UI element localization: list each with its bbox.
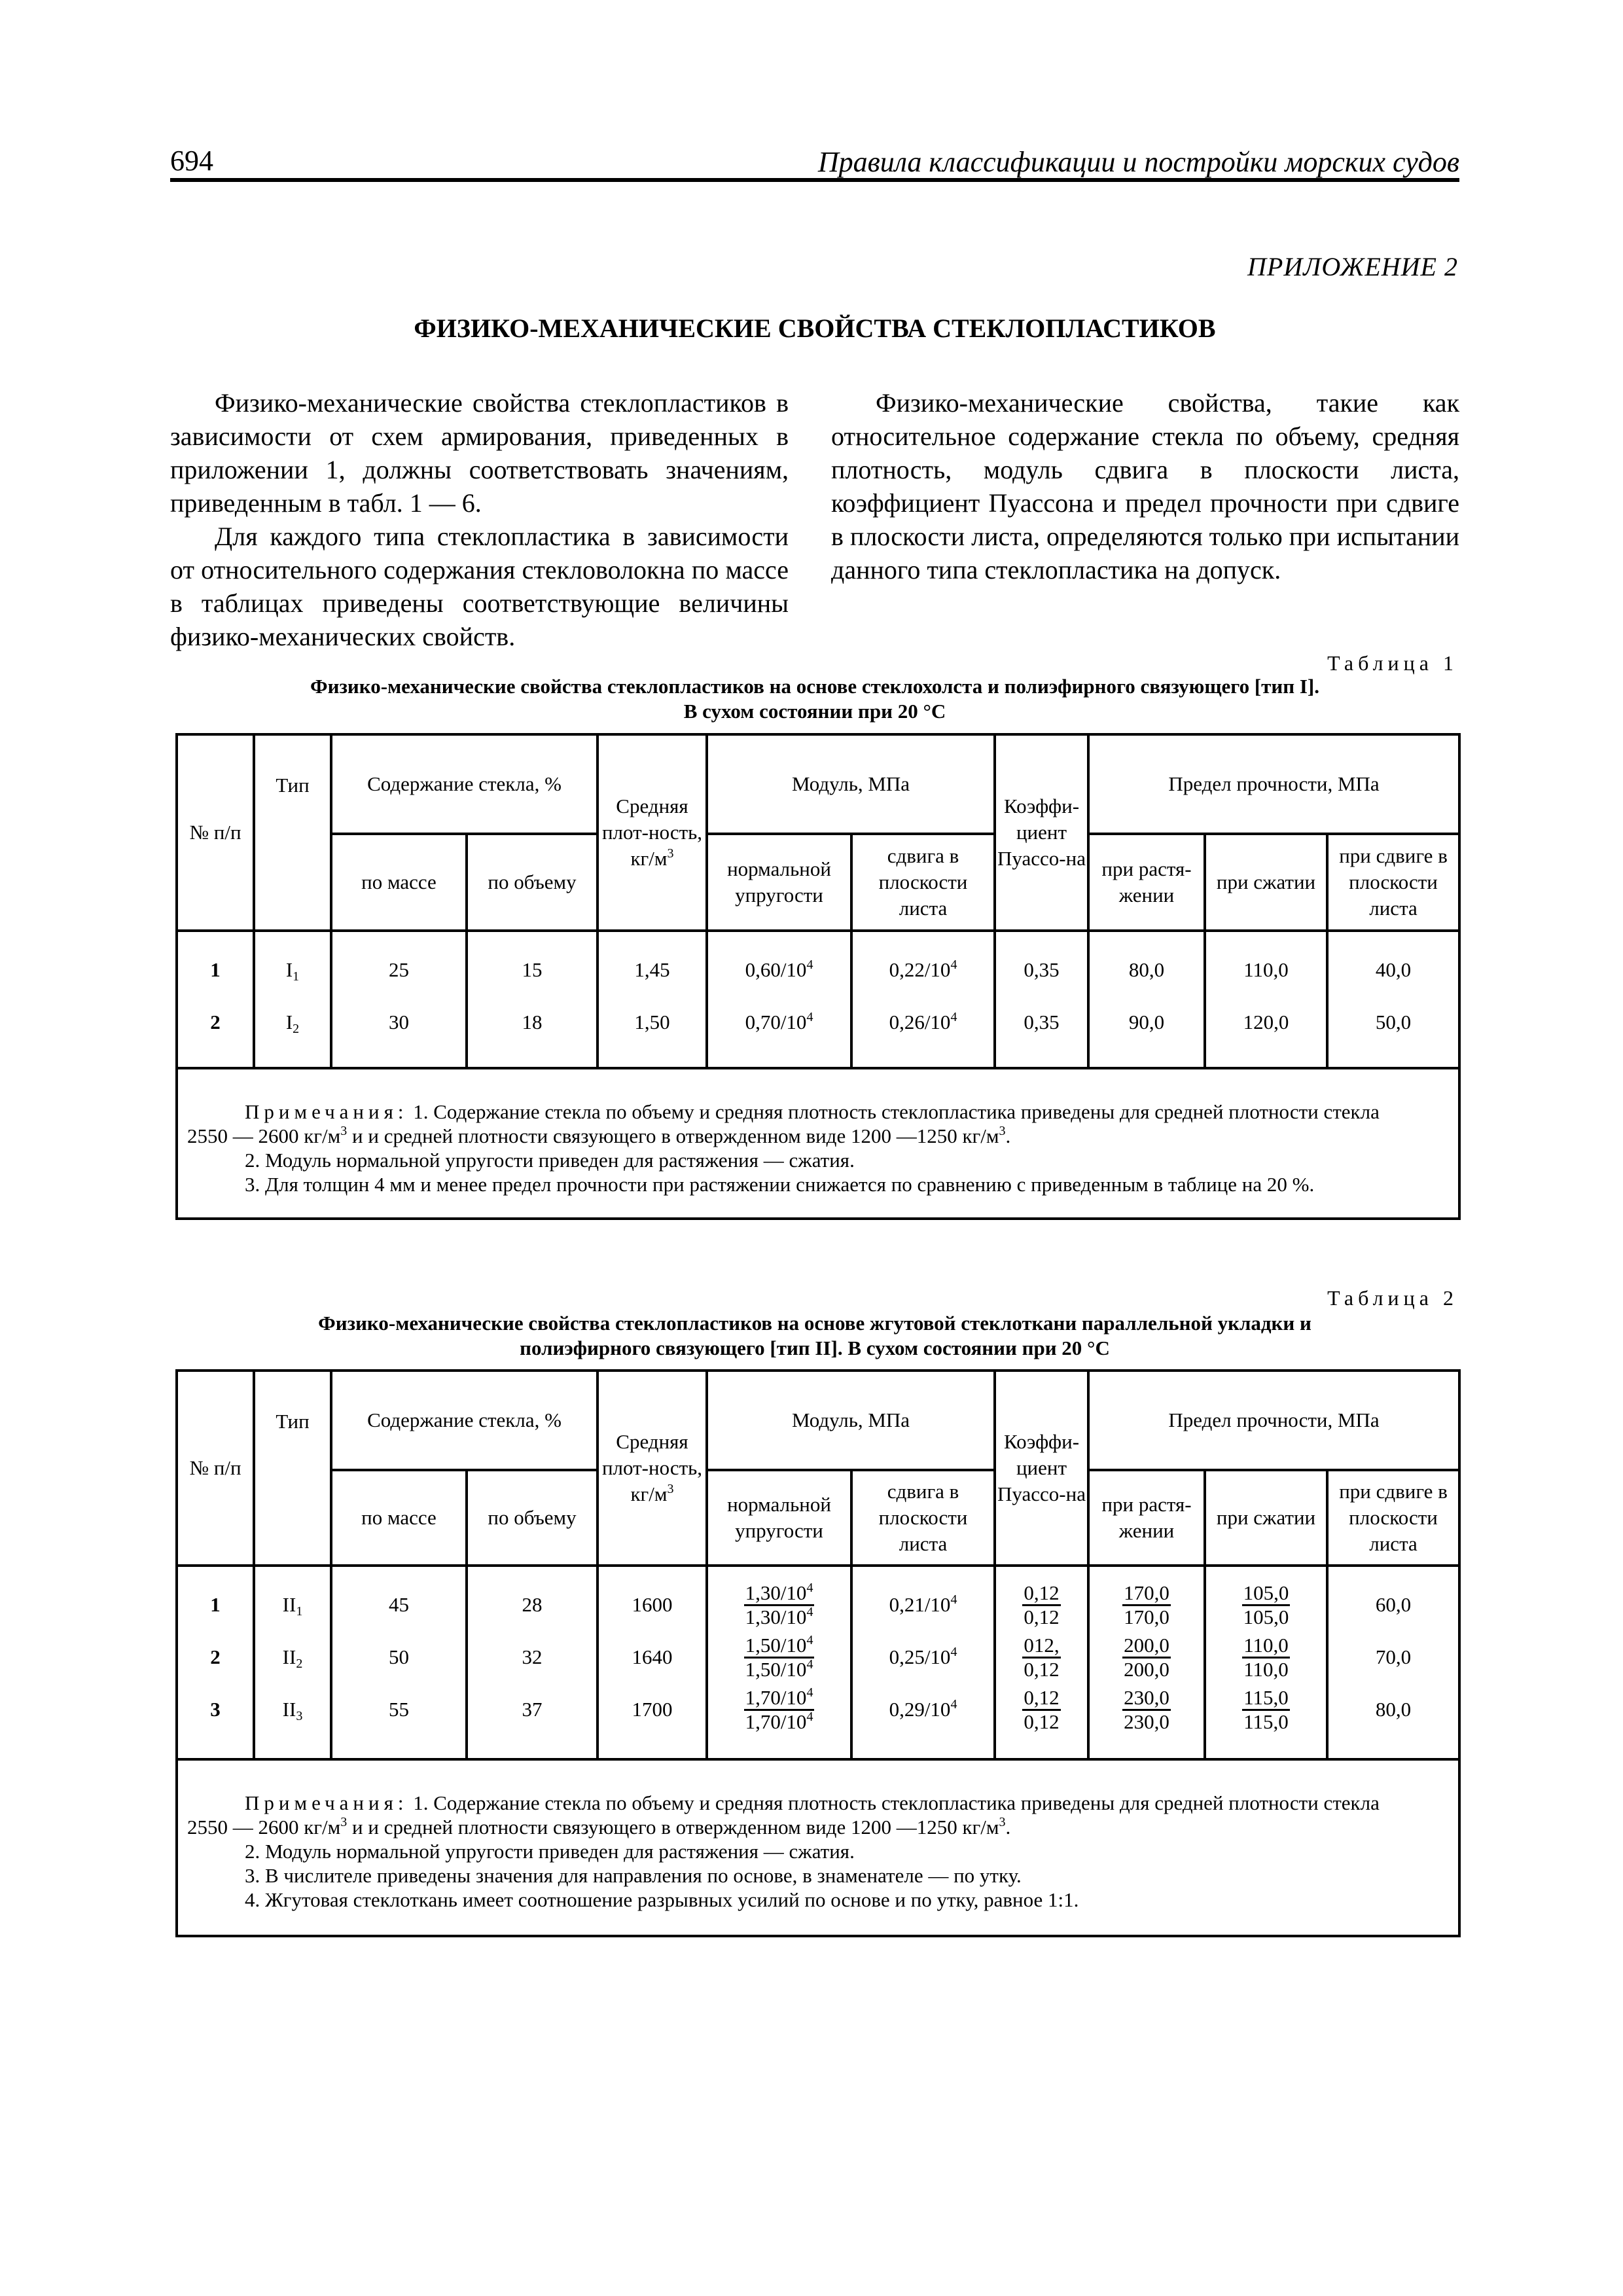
cell (708, 1631, 850, 1683)
header-by-volume: по объему (467, 834, 597, 931)
document-title: ФИЗИКО-МЕХАНИЧЕСКИЕ СВОЙСТВА СТЕКЛОПЛАСТИКОВ (414, 314, 1216, 343)
notes-word: Примечания: (245, 1100, 408, 1123)
cell: 3 (210, 1698, 221, 1721)
cell-value: 1,30/10 (745, 1581, 807, 1604)
col-shear-modulus (851, 931, 995, 1068)
cell: 45 (389, 1593, 409, 1616)
header-by-volume: по объему (467, 1470, 597, 1566)
cell-sub: 3 (296, 1709, 303, 1723)
cell: 50,0 (1375, 1011, 1412, 1033)
header-density-label: Средняя плот-ность, (601, 795, 703, 844)
col-density (597, 1566, 707, 1759)
col-elastic (707, 1566, 851, 1759)
cell: 70,0 (1375, 1645, 1412, 1668)
fraction-numerator: 200,0 (1122, 1634, 1171, 1659)
col-mass (331, 1566, 467, 1759)
cell-value: 0,21/10 (889, 1593, 951, 1616)
header-poisson: Коэффи-циент Пуассо-на (995, 734, 1088, 931)
fraction (744, 1687, 815, 1733)
cell: 40,0 (1375, 958, 1412, 981)
fraction-numerator: 012, (1022, 1634, 1060, 1659)
running-title: Правила классификации и постройки морских судов (817, 146, 1459, 178)
cell-exp: 4 (806, 1685, 813, 1700)
cell: 0,35 (1024, 958, 1060, 981)
fraction-numerator: 105,0 (1242, 1582, 1291, 1606)
note-line: 4. Жгутовая стеклоткань имеет соотношение разрывных усилий по основе и по утку, равное 1:1. (245, 1888, 1079, 1911)
cell (853, 1631, 993, 1683)
cell: 37 (522, 1698, 543, 1721)
cell-exp: 4 (950, 958, 957, 972)
cell-exp: 4 (950, 1010, 957, 1024)
header-modulus: Модуль, МПа (707, 734, 995, 834)
col-shear-strength (1327, 931, 1459, 1068)
cell-exp: 4 (950, 1645, 957, 1659)
note-text: 1. Содержание стекла по объему и средняя плотность стеклопластика приведены для средней плотности стекла (413, 1100, 1380, 1123)
intro-paragraph: Физико-механические свойства стеклопластиков в зависимости от схем армирования, приведенных в приложении 1, должны соответствовать значениям, приведенным в табл. 1 — 6. (170, 388, 789, 518)
cell (1090, 1631, 1204, 1683)
table2-body (177, 1566, 1459, 1759)
cell-value: 1,50/10 (745, 1633, 807, 1657)
cell-exp: 4 (806, 1580, 813, 1595)
note-line: 3. Для толщин 4 мм и менее предел прочности при растяжении снижается по сравнению с приведенным в таблице на 20 %. (245, 1173, 1315, 1196)
cell-type: II (282, 1698, 296, 1721)
col-type (254, 931, 331, 1068)
intro-left-column (170, 386, 789, 653)
table1-notes (177, 1068, 1459, 1219)
cell-exp: 4 (806, 1010, 813, 1024)
cell: 15 (522, 958, 543, 981)
fraction (744, 1634, 815, 1681)
note-text: . (1005, 1124, 1011, 1147)
col-poisson (995, 931, 1088, 1068)
cell (255, 944, 330, 996)
cell: 25 (389, 958, 409, 981)
cell: 2 (210, 1011, 221, 1033)
note-exp: 3 (999, 1815, 1006, 1829)
col-tension (1088, 931, 1205, 1068)
cell-value: 0,25/10 (889, 1645, 951, 1668)
cell-type: I (285, 958, 293, 981)
cell (1090, 1683, 1204, 1736)
note-line: 2. Модуль нормальной упругости приведен для растяжения — сжатия. (245, 1840, 855, 1863)
header-density-exp: 3 (667, 846, 674, 861)
cell (853, 1683, 993, 1736)
fraction-numerator: 230,0 (1122, 1687, 1171, 1711)
cell-exp: 4 (950, 1592, 957, 1607)
header-tension: при растя-жении (1088, 1470, 1205, 1566)
fraction (1022, 1582, 1060, 1628)
note-line (187, 1124, 1449, 1148)
cell-value: 0,60/10 (745, 958, 807, 981)
col-volume (467, 1566, 597, 1759)
cell: 32 (522, 1645, 543, 1668)
note-text: . (1005, 1816, 1011, 1839)
fraction (1122, 1634, 1171, 1681)
cell: 1600 (632, 1593, 673, 1616)
fraction (1022, 1687, 1060, 1733)
col-elastic (707, 931, 851, 1068)
cell-exp: 4 (950, 1697, 957, 1712)
table1-caption (170, 674, 1459, 724)
notes-word: Примечания: (245, 1791, 408, 1814)
header-elastic: нормальной упругости (707, 834, 851, 931)
cell: 80,0 (1128, 958, 1165, 981)
cell: 80,0 (1375, 1698, 1412, 1721)
note-line (187, 1815, 1449, 1839)
header-glass-content: Содержание стекла, % (331, 734, 597, 834)
header-shear-strength: при сдвиге в плоскости листа (1327, 834, 1459, 931)
header-poisson: Коэффи-циент Пуассо-на (995, 1371, 1088, 1566)
cell-sub: 1 (293, 969, 300, 984)
note-text: 2550 — 2600 кг/м (187, 1816, 341, 1839)
header-shear-modulus: сдвига в плоскости листа (851, 834, 995, 931)
col-tension (1088, 1566, 1205, 1759)
note-exp: 3 (340, 1815, 348, 1829)
cell (1206, 1683, 1326, 1736)
fraction-denominator: 200,0 (1124, 1657, 1169, 1681)
col-shear-strength (1327, 1566, 1459, 1759)
header-density-label: Средняя плот-ность, (601, 1430, 703, 1479)
fraction (1122, 1582, 1171, 1628)
cell-sub: 1 (296, 1604, 303, 1619)
cell (853, 1579, 993, 1631)
header-by-mass: по массе (331, 834, 467, 931)
cell (853, 944, 993, 996)
table1 (175, 733, 1461, 1220)
cell: 120,0 (1243, 1011, 1289, 1033)
cell (1206, 1631, 1326, 1683)
fraction-numerator: 0,12 (1022, 1582, 1060, 1606)
note-text: 2550 — 2600 кг/м (187, 1124, 341, 1147)
col-num (177, 1566, 254, 1759)
cell: 1 (210, 958, 221, 981)
col-poisson (995, 1566, 1088, 1759)
fraction-denominator: 110,0 (1243, 1657, 1289, 1681)
header-strength: Предел прочности, МПа (1088, 734, 1459, 834)
cell-value: 0,26/10 (889, 1011, 951, 1033)
cell-exp: 4 (806, 958, 813, 972)
cell-exp: 4 (806, 1632, 813, 1647)
table2-notes (177, 1759, 1459, 1936)
cell (996, 1631, 1087, 1683)
intro-paragraph: Для каждого типа стеклопластика в зависимости от относительного содержания стекловолокна по массе в таблицах приведены соответствующие величины физико-механических свойств. (170, 522, 789, 651)
cell (255, 1631, 330, 1683)
header-shear-strength: при сдвиге в плоскости листа (1327, 1470, 1459, 1566)
cell-value: 1,30/10 (745, 1605, 807, 1628)
fraction-denominator (744, 1606, 815, 1628)
fraction (1242, 1634, 1290, 1681)
cell (1090, 1579, 1204, 1631)
note-text: 1. Содержание стекла по объему и средняя плотность стеклопластика приведены для средней плотности стекла (413, 1791, 1380, 1814)
cell (708, 944, 850, 996)
header-type: Тип (254, 1371, 331, 1566)
col-type (254, 1566, 331, 1759)
intro-paragraph: Физико-механические свойства, такие как относительное содержание стекла по объему, средняя плотность, модуль сдвига в плоскости листа, коэффициент Пуассона и предел прочности при сдвиге в плоскости листа, определяются только при испытании данного типа стеклопластика на допуск. (831, 388, 1459, 584)
fraction-denominator: 170,0 (1124, 1605, 1169, 1628)
fraction (1022, 1634, 1060, 1681)
note-exp: 3 (999, 1124, 1006, 1138)
cell-exp: 4 (806, 1657, 813, 1672)
cell: 60,0 (1375, 1593, 1412, 1616)
col-compression (1205, 1566, 1327, 1759)
table2 (175, 1369, 1461, 1937)
cell (853, 996, 993, 1049)
cell: 1,45 (634, 958, 670, 981)
col-density (597, 931, 707, 1068)
note-text: и и средней плотности связующего в отвержденном виде 1200 —1250 кг/м (347, 1816, 999, 1839)
cell-value: 0,29/10 (889, 1698, 951, 1721)
cell-sub: 2 (296, 1657, 303, 1671)
page-header (170, 143, 1459, 182)
fraction-denominator: 115,0 (1243, 1710, 1289, 1733)
fraction-numerator (744, 1687, 815, 1711)
header-shear-modulus: сдвига в плоскости листа (851, 1470, 995, 1566)
fraction-numerator: 115,0 (1242, 1687, 1290, 1711)
cell: 2 (210, 1645, 221, 1668)
fraction-numerator (744, 1634, 815, 1659)
table1-caption-line: В сухом состоянии при 20 °С (683, 700, 946, 723)
header-modulus: Модуль, МПа (707, 1371, 995, 1470)
header-density-unit: кг/м (630, 847, 668, 870)
fraction-denominator (744, 1659, 815, 1681)
fraction-denominator: 230,0 (1124, 1710, 1169, 1733)
cell-exp: 4 (806, 1709, 813, 1724)
header-num: № п/п (177, 1371, 254, 1566)
page-number: 694 (170, 145, 213, 177)
note-line (187, 1100, 1449, 1124)
fraction-numerator: 110,0 (1242, 1634, 1290, 1659)
intro-right-column (831, 386, 1459, 586)
fraction-denominator (744, 1711, 815, 1733)
fraction (744, 1582, 815, 1628)
fraction-numerator: 0,12 (1022, 1687, 1060, 1711)
header-strength: Предел прочности, МПа (1088, 1371, 1459, 1470)
header-by-mass: по массе (331, 1470, 467, 1566)
header-num: № п/п (177, 734, 254, 931)
cell-value: 0,22/10 (889, 958, 951, 981)
note-line: 3. В числителе приведены значения для направления по основе, в знаменателе — по утку. (245, 1864, 1022, 1887)
header-density (597, 1371, 707, 1566)
header-compression: при сжатии (1205, 834, 1327, 931)
cell: 55 (389, 1698, 409, 1721)
cell: 30 (389, 1011, 409, 1033)
fraction-denominator: 0,12 (1024, 1710, 1060, 1733)
table2-caption-line: полиэфирного связующего [тип II]. В сухом состоянии при 20 °С (520, 1336, 1110, 1359)
fraction-numerator (744, 1582, 815, 1606)
fraction-denominator: 105,0 (1243, 1605, 1289, 1628)
header-glass-content: Содержание стекла, % (331, 1371, 597, 1470)
appendix-label: ПРИЛОЖЕНИЕ 2 (1247, 252, 1458, 281)
cell (255, 996, 330, 1049)
cell: 0,35 (1024, 1011, 1060, 1033)
note-line: 2. Модуль нормальной упругости приведен для растяжения — сжатия. (245, 1149, 855, 1172)
fraction (1242, 1687, 1290, 1733)
fraction-denominator: 0,12 (1024, 1605, 1060, 1628)
cell (708, 996, 850, 1049)
note-exp: 3 (340, 1124, 348, 1138)
table1-caption-line: Физико-механические свойства стеклопластиков на основе стеклохолста и полиэфирного связующего [тип I]. (310, 675, 1320, 698)
cell-value: 1,70/10 (745, 1685, 807, 1709)
cell-value: 1,50/10 (745, 1657, 807, 1681)
header-type: Тип (254, 734, 331, 931)
cell: 1,50 (634, 1011, 670, 1033)
header-elastic: нормальной упругости (707, 1470, 851, 1566)
cell-type: I (285, 1011, 293, 1033)
cell-exp: 4 (806, 1604, 813, 1619)
table1-label: Таблица 1 (1327, 651, 1458, 675)
cell (996, 1579, 1087, 1631)
cell: 28 (522, 1593, 543, 1616)
col-volume (467, 931, 597, 1068)
note-text: и и средней плотности связующего в отвержденном виде 1200 —1250 кг/м (347, 1124, 999, 1147)
col-shear-modulus (851, 1566, 995, 1759)
fraction (1242, 1582, 1291, 1628)
cell: 18 (522, 1011, 543, 1033)
cell-type: II (282, 1645, 296, 1668)
table1-body (177, 931, 1459, 1068)
header-density-exp: 3 (667, 1482, 674, 1496)
cell (1206, 1579, 1326, 1631)
cell (708, 1683, 850, 1736)
cell (708, 1579, 850, 1631)
cell: 1640 (632, 1645, 673, 1668)
cell: 90,0 (1128, 1011, 1165, 1033)
header-density (597, 734, 707, 931)
fraction-numerator: 170,0 (1122, 1582, 1171, 1606)
table2-caption (170, 1311, 1459, 1361)
cell: 1700 (632, 1698, 673, 1721)
header-compression: при сжатии (1205, 1470, 1327, 1566)
cell (255, 1579, 330, 1631)
table2-caption-line: Физико-механические свойства стеклопластиков на основе жгутовой стеклоткани параллельной укладки и (318, 1312, 1311, 1335)
cell: 1 (210, 1593, 221, 1616)
cell: 110,0 (1243, 958, 1289, 981)
cell (996, 1683, 1087, 1736)
note-line (187, 1791, 1449, 1815)
cell-value: 0,70/10 (745, 1011, 807, 1033)
col-compression (1205, 931, 1327, 1068)
table2-label: Таблица 2 (1327, 1286, 1458, 1310)
col-num (177, 931, 254, 1068)
cell: 50 (389, 1645, 409, 1668)
cell (255, 1683, 330, 1736)
col-mass (331, 931, 467, 1068)
header-density-unit: кг/м (630, 1482, 668, 1505)
header-tension: при растя-жении (1088, 834, 1205, 931)
cell-type: II (282, 1593, 296, 1616)
fraction-denominator: 0,12 (1024, 1657, 1060, 1681)
cell-value: 1,70/10 (745, 1710, 807, 1733)
fraction (1122, 1687, 1171, 1733)
cell-sub: 2 (293, 1022, 300, 1036)
